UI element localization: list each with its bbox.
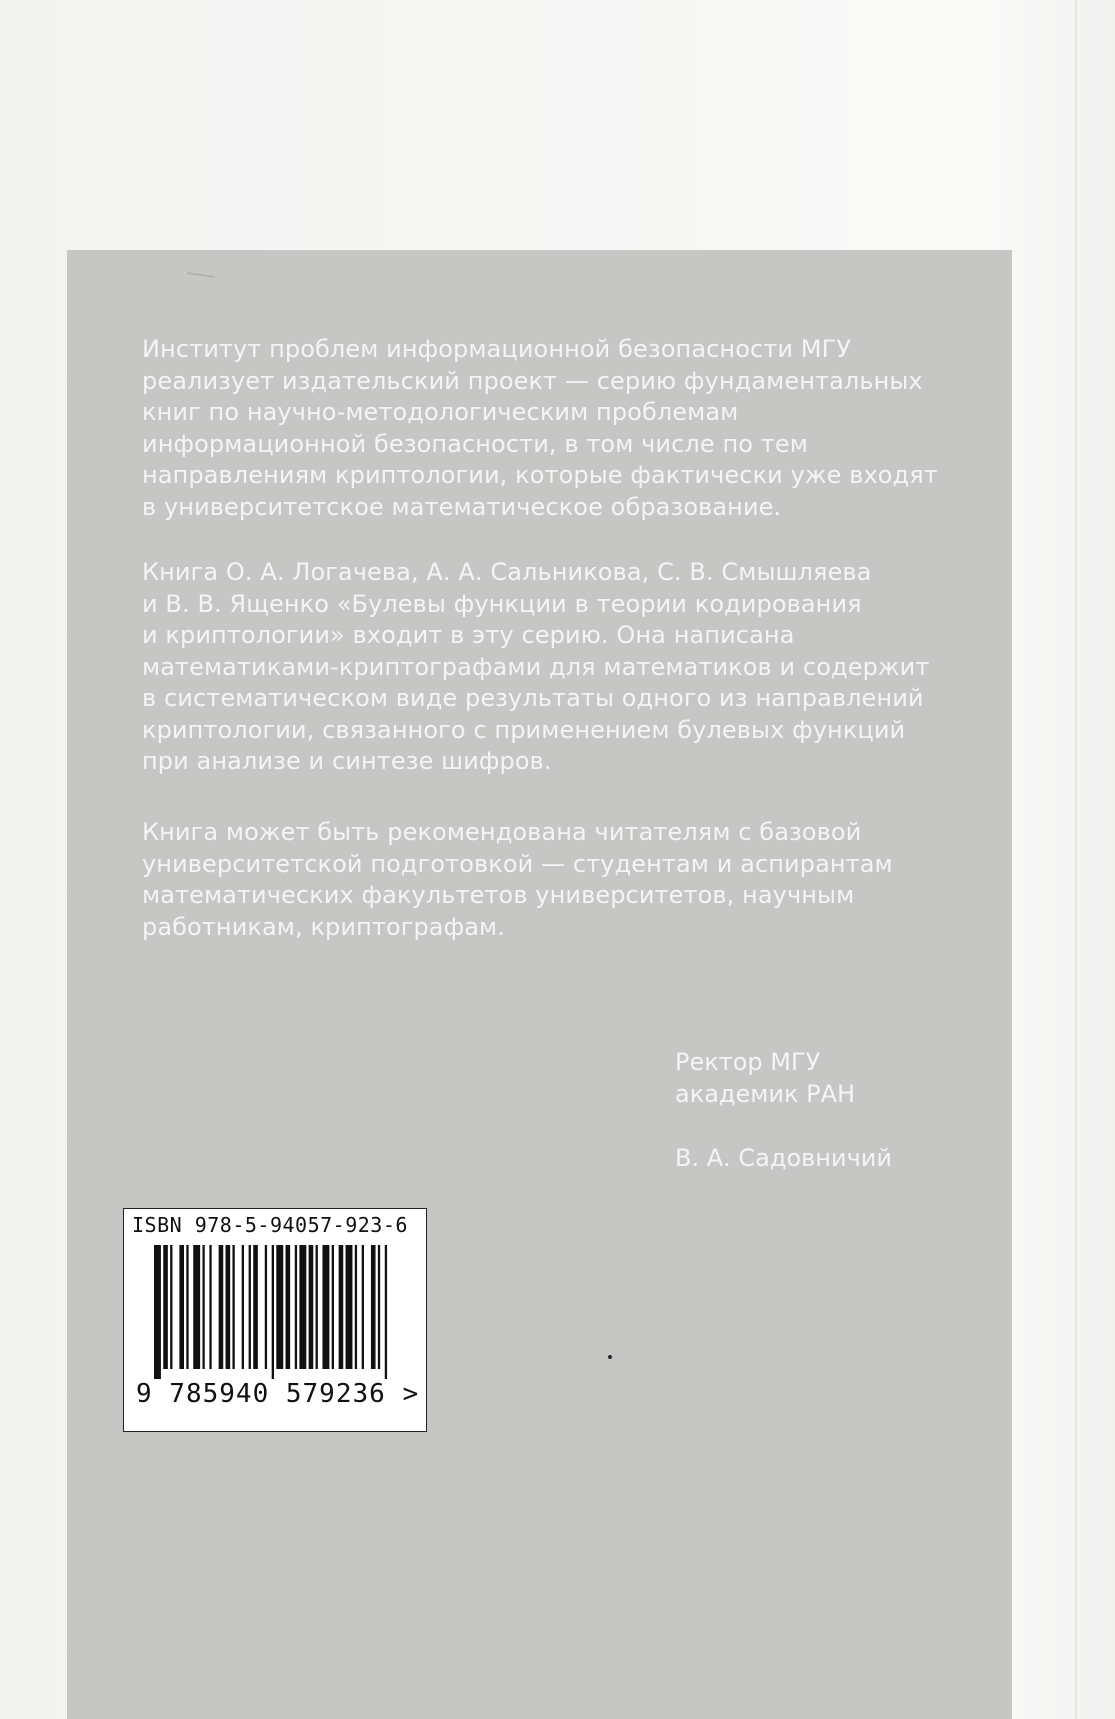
barcode-bar [163, 1245, 168, 1369]
barcode-bar [322, 1245, 329, 1369]
text-line: книг по научно-методологическим проблемам [142, 398, 739, 426]
barcode-bar [265, 1245, 267, 1369]
barcode-bar [299, 1245, 306, 1369]
surface-scratch [187, 272, 215, 278]
signature-line: Ректор МГУ [675, 1048, 821, 1076]
barcode-bar [193, 1245, 200, 1369]
barcode-bar [202, 1245, 204, 1369]
text-line: в университетское математическое образование. [142, 492, 782, 521]
signature-name: В. А. Садовничий [675, 1144, 892, 1172]
barcode-bar [385, 1245, 387, 1379]
signature-title [675, 1047, 855, 1110]
text-line: университетской подготовкой — студентам и аспирантам [142, 849, 893, 878]
barcode-bar [346, 1245, 353, 1369]
barcode-bar [226, 1245, 231, 1369]
paragraph-audience [142, 817, 1002, 943]
barcode-bar [371, 1245, 376, 1369]
text-line: и криптологии» входит в эту серию. Она написана [142, 621, 795, 649]
cover-edge [1075, 0, 1077, 1719]
text-line: математиками-криптографами для математиков и содержит [142, 652, 930, 681]
text-line: в систематическом виде результаты одного из направлений [142, 684, 924, 712]
barcode-bar [276, 1245, 283, 1369]
barcode-bar [378, 1245, 380, 1369]
barcode-icon [154, 1245, 394, 1379]
text-line: реализует издательский проект — серию фундаментальных [142, 366, 923, 395]
barcode-bar [242, 1245, 244, 1369]
text-line: работникам, криптографам. [142, 912, 505, 941]
text-line: Книга О. А. Логачева, А. А. Сальникова, С. В. Смышляева [142, 558, 872, 586]
text-line: и В. В. Ященко «Булевы функции в теории кодирования [142, 589, 862, 618]
speck [608, 1355, 612, 1359]
barcode-bar [355, 1245, 357, 1369]
barcode-bar [309, 1245, 314, 1369]
barcode-bar [332, 1245, 334, 1369]
text-line: криптологии, связанного с применением булевых функций [142, 715, 906, 744]
barcode-bar [286, 1245, 291, 1369]
barcode-bar [209, 1245, 211, 1369]
signature-line: академик РАН [675, 1079, 856, 1108]
barcode-bar [249, 1245, 251, 1369]
text-line: информационной безопасности, в том числе по тем [142, 429, 808, 458]
barcode-bar [295, 1245, 297, 1369]
barcode-bar [362, 1245, 364, 1369]
text-line: при анализе и синтезе шифров. [142, 747, 552, 775]
paragraph-intro [142, 334, 1002, 523]
text-line: математических факультетов университетов, научным [142, 881, 855, 909]
barcode-bar [154, 1245, 161, 1379]
text-line: направлениям криптологии, которые фактически уже входят [142, 461, 938, 489]
barcode-bar [219, 1245, 224, 1369]
barcode-bar [232, 1245, 234, 1369]
barcode-bar [253, 1245, 258, 1369]
isbn-barcode-block [123, 1208, 427, 1432]
barcode-bar [272, 1245, 274, 1379]
barcode-bar [339, 1245, 344, 1369]
text-line: Институт проблем информационной безопасности МГУ [142, 335, 852, 363]
isbn-label: ISBN 978-5-94057-923-6 [132, 1213, 408, 1237]
text-panel [67, 250, 1012, 1719]
barcode-bar [186, 1245, 188, 1369]
barcode-bar [170, 1245, 172, 1369]
barcode-digits: 9 785940 579236 > [136, 1379, 420, 1409]
barcode-bar [316, 1245, 318, 1369]
text-line: Книга может быть рекомендована читателям с базовой [142, 818, 862, 846]
paragraph-book [142, 557, 1002, 778]
barcode-bar [179, 1245, 184, 1369]
